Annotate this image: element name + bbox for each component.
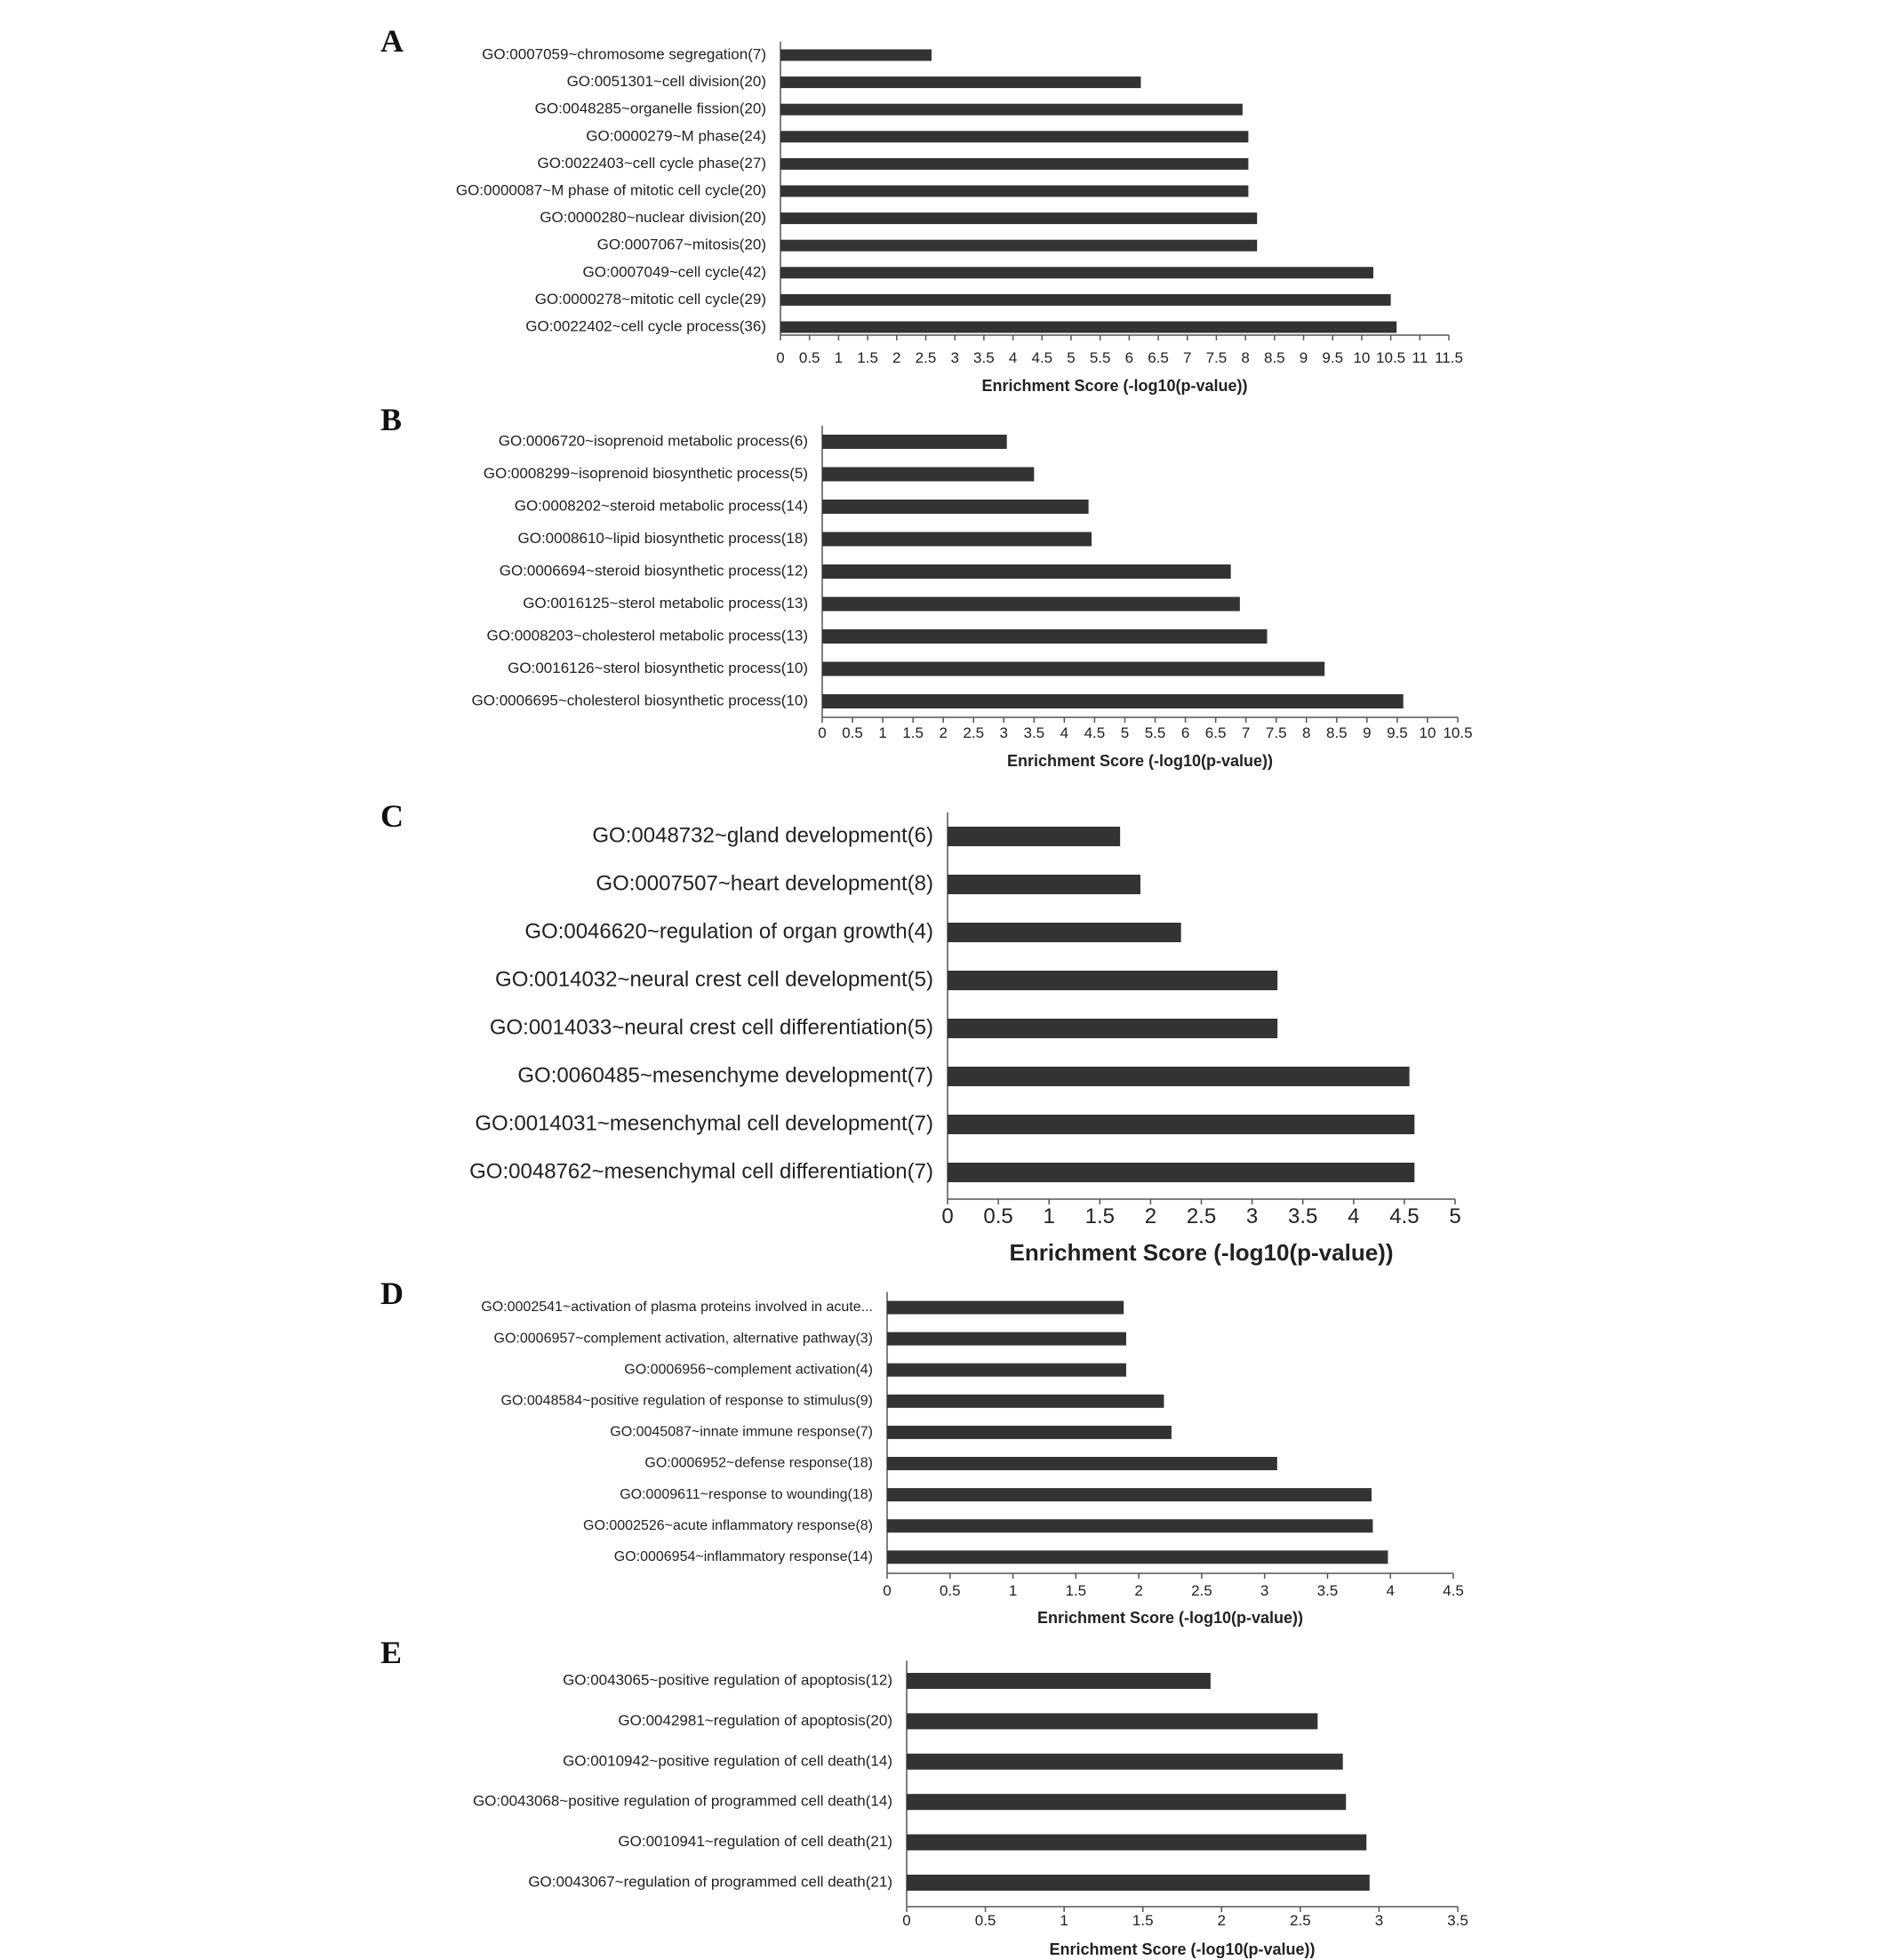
panel-d-category-label: GO:0006952~defense response(18): [644, 1455, 873, 1471]
panel-a-tick-label: 9: [1299, 349, 1308, 366]
panel-a-tick-label: 2.5: [915, 349, 937, 366]
panel-c-bar: [948, 1115, 1414, 1134]
panel-a-tick-label: 6.5: [1148, 349, 1169, 366]
panel-b-bar: [822, 694, 1404, 708]
panel-e-category-label: GO:0043067~regulation of programmed cell death(21): [528, 1873, 892, 1891]
panel-d-letter: D: [380, 1276, 404, 1311]
panel-a-tick-label: 10.5: [1376, 349, 1406, 366]
panel-d-category-label: GO:0002541~activation of plasma proteins involved in acute...: [481, 1300, 873, 1316]
panel-c-bar: [948, 1067, 1410, 1086]
panel-d-tick-label: 3.5: [1316, 1582, 1339, 1599]
panel-a-bar: [780, 240, 1257, 252]
panel-d-bar: [887, 1332, 1126, 1346]
panel-b-category-label: GO:0008299~isoprenoid biosynthetic process(5): [483, 464, 808, 482]
panel-e-category-label: GO:0010941~regulation of cell death(21): [618, 1833, 892, 1851]
panel-e-bar: [907, 1673, 1211, 1689]
panel-c-bar: [948, 1019, 1277, 1038]
panel-a-bar: [780, 158, 1248, 170]
panel-d-category-label: GO:0009611~response to wounding(18): [620, 1486, 873, 1502]
panel-b-category-label: GO:0008202~steroid metabolic process(14): [514, 497, 808, 515]
panel-b-tick-label: 5.5: [1144, 724, 1166, 741]
panel-a-category-label: GO:0007049~cell cycle(42): [582, 263, 766, 281]
panel-a-tick-label: 0.5: [798, 349, 820, 366]
panel-a-tick-label: 10: [1353, 349, 1371, 366]
panel-b-tick-label: 10: [1419, 724, 1436, 741]
panel-a-bar: [780, 50, 932, 61]
panel-c-tick-label: 4.5: [1389, 1204, 1420, 1228]
panel-c-x-axis-title: Enrichment Score (-log10(p-value)): [1009, 1239, 1394, 1266]
panel-b-tick-label: 8.5: [1325, 724, 1348, 741]
panel-a-category-label: GO:0022402~cell cycle process(36): [525, 317, 766, 335]
panel-a-tick-label: 8.5: [1264, 349, 1285, 366]
panel-b-tick-label: 3: [999, 724, 1009, 741]
panel-c-tick-label: 1: [1043, 1204, 1055, 1228]
panel-a-bar: [780, 212, 1257, 224]
panel-c-category-label: GO:0014033~neural crest cell differentiation(5): [489, 1015, 933, 1040]
panel-d-bar: [887, 1395, 1164, 1408]
panel-c-bar: [948, 875, 1140, 894]
panel-b-tick-label: 4.5: [1084, 724, 1106, 741]
panel-a-tick-label: 1: [834, 349, 844, 366]
panel-c-letter: C: [380, 798, 404, 834]
panel-a-tick-label: 7: [1183, 349, 1192, 366]
panel-b-tick-label: 0.5: [842, 724, 863, 741]
panel-a-tick-label: 3.5: [973, 349, 995, 366]
panel-a-category-label: GO:0000087~M phase of mitotic cell cycle(20): [455, 181, 766, 199]
panel-d-tick-label: 1: [1008, 1582, 1018, 1599]
panel-c-tick-label: 0: [941, 1204, 954, 1228]
panel-e-tick-label: 2.5: [1290, 1912, 1311, 1929]
panel-e-tick-label: 3.5: [1447, 1912, 1468, 1929]
panel-e-tick-label: 0.5: [974, 1912, 996, 1929]
panel-b-category-label: GO:0006720~isoprenoid metabolic process(6): [498, 432, 808, 450]
panel-d-category-label: GO:0006956~complement activation(4): [624, 1362, 873, 1378]
panel-a-bar: [780, 322, 1396, 333]
panel-a-bar: [780, 76, 1140, 88]
panel-a-category-label: GO:0051301~cell division(20): [566, 73, 766, 91]
panel-b-x-axis-title: Enrichment Score (-log10(p-value)): [1006, 752, 1274, 770]
panel-d-bar: [887, 1550, 1388, 1564]
panel-b-tick-label: 9: [1363, 724, 1372, 741]
panel-d-tick-label: 2.5: [1191, 1582, 1212, 1599]
panel-b-letter: B: [380, 402, 403, 437]
panel-b-category-label: GO:0006694~steroid biosynthetic process(12): [499, 562, 808, 580]
panel-a-tick-label: 6: [1124, 349, 1134, 366]
panel-a-category-label: GO:0000278~mitotic cell cycle(29): [534, 290, 766, 308]
panel-c-tick-label: 2.5: [1186, 1204, 1217, 1228]
panel-d-tick-label: 3: [1260, 1582, 1269, 1599]
panel-b-tick-label: 0: [818, 724, 827, 741]
panel-d-category-label: GO:0006957~complement activation, alternative pathway(3): [493, 1331, 873, 1347]
panel-a-category-label: GO:0007067~mitosis(20): [596, 236, 766, 253]
panel-a-bar: [780, 104, 1243, 116]
panel-b-tick-label: 3.5: [1023, 724, 1045, 741]
panel-b-tick-label: 6: [1180, 724, 1190, 741]
panel-e-category-label: GO:0043065~positive regulation of apoptosis(12): [563, 1671, 892, 1689]
panel-d-category-label: GO:0006954~inflammatory response(14): [613, 1549, 873, 1565]
panel-c-bar: [948, 827, 1120, 846]
panel-d-tick-label: 0: [883, 1582, 892, 1599]
panel-d-bar: [887, 1301, 1124, 1315]
panel-b-tick-label: 1.5: [902, 724, 924, 741]
panel-a-tick-label: 8: [1241, 349, 1250, 366]
panel-a-tick-label: 11.5: [1435, 349, 1463, 366]
panel-c-category-label: GO:0046620~regulation of organ growth(4): [524, 919, 933, 944]
panel-e-bar: [907, 1713, 1317, 1729]
panel-a-tick-label: 3: [950, 349, 959, 366]
panel-a-category-label: GO:0000280~nuclear division(20): [540, 209, 766, 227]
panel-b-bar: [822, 564, 1231, 579]
panel-d-category-label: GO:0048584~positive regulation of response to stimulus(9): [500, 1393, 873, 1409]
panel-d-tick-label: 4: [1386, 1582, 1395, 1599]
panel-c-category-label: GO:0048732~gland development(6): [592, 823, 933, 848]
panel-a-tick-label: 9.5: [1322, 349, 1344, 366]
panel-c-category-label: GO:0007507~heart development(8): [596, 871, 933, 896]
panel-b-category-label: GO:0006695~cholesterol biosynthetic process(10): [471, 692, 808, 709]
panel-d-tick-label: 0.5: [939, 1582, 961, 1599]
panel-b-bar: [822, 597, 1240, 612]
panel-a-bar: [780, 131, 1248, 142]
panel-d-category-label: GO:0002526~acute inflammatory response(8): [583, 1517, 873, 1533]
panel-e-bar: [907, 1875, 1370, 1891]
panel-c-tick-label: 3: [1245, 1204, 1259, 1228]
panel-c-category-label: GO:0014032~neural crest cell development(5): [495, 967, 933, 992]
panel-c-tick-label: 3.5: [1288, 1204, 1318, 1228]
panel-b-bar: [822, 629, 1268, 644]
panel-d-bar: [887, 1364, 1126, 1377]
panel-a-x-axis-title: Enrichment Score (-log10(p-value)): [981, 377, 1248, 395]
panel-e-tick-label: 1: [1060, 1912, 1068, 1929]
panel-d-bar: [887, 1457, 1277, 1470]
panel-d-bar: [887, 1488, 1372, 1501]
panel-e-tick-label: 2: [1217, 1912, 1227, 1929]
panel-c-tick-label: 4: [1348, 1204, 1360, 1228]
panel-e-tick-label: 0: [902, 1912, 911, 1929]
panel-c-category-label: GO:0060485~mesenchyme development(7): [517, 1063, 933, 1088]
panel-e-category-label: GO:0043068~positive regulation of programmed cell death(14): [472, 1792, 892, 1810]
panel-b-category-label: GO:0016126~sterol biosynthetic process(10): [508, 659, 808, 676]
panel-d-tick-label: 2: [1134, 1582, 1143, 1599]
panel-a-category-label: GO:0048285~organelle fission(20): [534, 100, 766, 117]
panel-c-category-label: GO:0048762~mesenchymal cell differentiation(7): [469, 1159, 933, 1184]
panel-c-tick-label: 5: [1449, 1204, 1461, 1228]
panel-d-bar: [887, 1519, 1372, 1532]
panel-d-tick-label: 1.5: [1065, 1582, 1087, 1599]
panel-a-tick-label: 5.5: [1089, 349, 1111, 366]
panel-c-bar: [948, 923, 1181, 942]
panel-e-tick-label: 3: [1374, 1912, 1384, 1929]
panel-b-tick-label: 2: [939, 724, 948, 741]
panel-a-category-label: GO:0022403~cell cycle phase(27): [537, 154, 766, 172]
panel-e-tick-label: 1.5: [1132, 1912, 1154, 1929]
panel-d-bar: [887, 1426, 1172, 1439]
panel-e-bar: [907, 1754, 1343, 1770]
panel-b-tick-label: 10.5: [1443, 724, 1473, 741]
panel-d-x-axis-title: Enrichment Score (-log10(p-value)): [1036, 1609, 1304, 1627]
panel-e-letter: E: [380, 1635, 403, 1670]
panel-b-tick-label: 8: [1302, 724, 1311, 741]
panel-a-tick-label: 4.5: [1031, 349, 1053, 366]
panel-b-tick-label: 7.5: [1265, 724, 1287, 741]
panel-e-bar: [907, 1835, 1366, 1851]
panel-b-bar: [822, 500, 1089, 514]
panel-b-tick-label: 9.5: [1387, 724, 1408, 741]
panel-a-tick-label: 1.5: [857, 349, 878, 366]
panel-b-bar: [822, 468, 1034, 482]
panel-a-tick-label: 0: [776, 349, 785, 366]
panel-a-category-label: GO:0007059~chromosome segregation(7): [482, 45, 766, 63]
panel-b-tick-label: 5: [1120, 724, 1130, 741]
panel-a-tick-label: 2: [892, 349, 901, 366]
panel-e-x-axis-title: Enrichment Score (-log10(p-value)): [1049, 1940, 1316, 1958]
panel-b-tick-label: 6.5: [1204, 724, 1227, 741]
panel-e-category-label: GO:0042981~regulation of apoptosis(20): [618, 1711, 892, 1729]
panel-a-letter: A: [380, 23, 404, 59]
panel-e-category-label: GO:0010942~positive regulation of cell death(14): [563, 1752, 892, 1770]
panel-c-tick-label: 0.5: [983, 1204, 1013, 1228]
panel-c-bar: [948, 971, 1277, 990]
panel-b-category-label: GO:0008203~cholesterol metabolic process(13): [486, 627, 808, 644]
panel-a-tick-label: 11: [1412, 349, 1428, 366]
panel-b-bar: [822, 662, 1324, 676]
panel-b-tick-label: 4: [1060, 724, 1069, 741]
panel-b-category-label: GO:0008610~lipid biosynthetic process(18): [517, 529, 808, 547]
panel-b-bar: [822, 532, 1092, 547]
panel-b-category-label: GO:0016125~sterol metabolic process(13): [523, 594, 808, 612]
panel-b-tick-label: 2.5: [963, 724, 985, 741]
panel-a-bar: [780, 267, 1373, 278]
panel-b-tick-label: 7: [1241, 724, 1251, 741]
panel-a-tick-label: 4: [1008, 349, 1018, 366]
panel-a-category-label: GO:0000279~M phase(24): [586, 127, 766, 145]
panel-a-bar: [780, 186, 1248, 197]
panel-e-bar: [907, 1794, 1346, 1810]
panel-d-tick-label: 4.5: [1443, 1582, 1464, 1599]
panel-c-tick-label: 1.5: [1084, 1204, 1115, 1228]
panel-c-tick-label: 2: [1144, 1204, 1157, 1228]
panel-c-category-label: GO:0014031~mesenchymal cell development(7): [475, 1111, 933, 1136]
panel-a-bar: [780, 294, 1391, 306]
panel-c-bar: [948, 1163, 1414, 1182]
panel-b-tick-label: 1: [878, 724, 887, 741]
panel-a-tick-label: 5: [1067, 349, 1076, 366]
panel-b-bar: [822, 435, 1007, 449]
panel-a-tick-label: 7.5: [1205, 349, 1228, 366]
panel-d-category-label: GO:0045087~innate immune response(7): [610, 1424, 873, 1440]
